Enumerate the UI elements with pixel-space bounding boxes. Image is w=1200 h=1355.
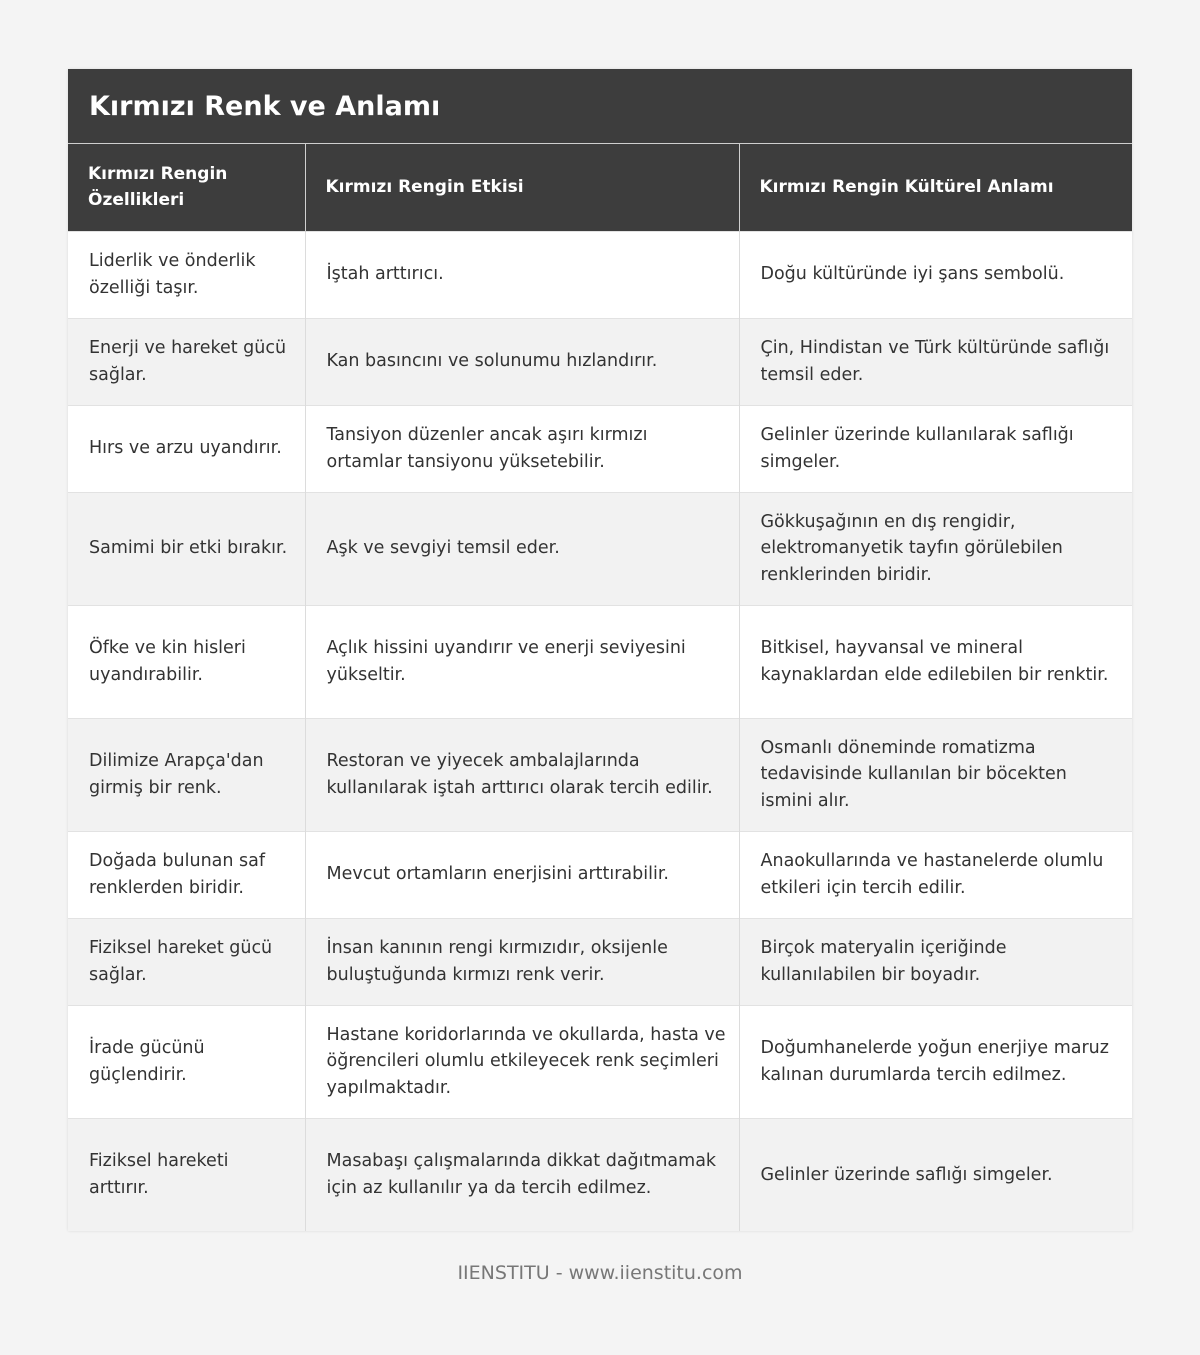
table-cell: Açlık hissini uyandırır ve enerji seviyesini yükseltir. xyxy=(305,605,739,718)
table-cell: Doğu kültüründe iyi şans sembolü. xyxy=(739,231,1132,318)
table-row xyxy=(68,918,1132,1005)
table-cell: Masabaşı çalışmalarında dikkat dağıtmamak için az kullanılır ya da tercih edilmez. xyxy=(305,1118,739,1231)
table-row xyxy=(68,231,1132,318)
table-cell: İnsan kanının rengi kırmızıdır, oksijenle buluştuğunda kırmızı renk verir. xyxy=(305,918,739,1005)
table-cell: Birçok materyalin içeriğinde kullanılabilen bir boyadır. xyxy=(739,918,1132,1005)
table-cell: Osmanlı döneminde romatizma tedavisinde kullanılan bir böcekten ismini alır. xyxy=(739,718,1132,831)
table-row xyxy=(68,1118,1132,1231)
table-cell: Gökkuşağının en dış rengidir, elektromanyetik tayfın görülebilen renklerinden biridir. xyxy=(739,492,1132,605)
table-cell: İştah arttırıcı. xyxy=(305,231,739,318)
table-row xyxy=(68,492,1132,605)
table-cell: Enerji ve hareket gücü sağlar. xyxy=(68,318,305,405)
table-row xyxy=(68,405,1132,492)
table-cell: Tansiyon düzenler ancak aşırı kırmızı ortamlar tansiyonu yüksetebilir. xyxy=(305,405,739,492)
table-cell: Öfke ve kin hisleri uyandırabilir. xyxy=(68,605,305,718)
table-cell: Hırs ve arzu uyandırır. xyxy=(68,405,305,492)
table-cell: Dilimize Arapça'dan girmiş bir renk. xyxy=(68,718,305,831)
table-row xyxy=(68,1005,1132,1118)
table-cell: Samimi bir etki bırakır. xyxy=(68,492,305,605)
table-cell: Restoran ve yiyecek ambalajlarında kullanılarak iştah arttırıcı olarak tercih edilir. xyxy=(305,718,739,831)
table-cell: Kan basıncını ve solunumu hızlandırır. xyxy=(305,318,739,405)
table-row xyxy=(68,831,1132,918)
table-cell: Gelinler üzerinde kullanılarak saflığı simgeler. xyxy=(739,405,1132,492)
header-row xyxy=(68,144,1132,231)
table-title: Kırmızı Renk ve Anlamı xyxy=(68,69,1132,144)
table-cell: Bitkisel, hayvansal ve mineral kaynaklardan elde edilebilen bir renktir. xyxy=(739,605,1132,718)
table-row xyxy=(68,318,1132,405)
table-cell: İrade gücünü güçlendirir. xyxy=(68,1005,305,1118)
table-row xyxy=(68,718,1132,831)
table-cell: Liderlik ve önderlik özelliği taşır. xyxy=(68,231,305,318)
table-cell: Gelinler üzerinde saflığı simgeler. xyxy=(739,1118,1132,1231)
table-cell: Doğada bulunan saf renklerden biridir. xyxy=(68,831,305,918)
column-header-kulturel-anlam: Kırmızı Rengin Kültürel Anlamı xyxy=(739,144,1132,231)
table-cell: Fiziksel hareketi arttırır. xyxy=(68,1118,305,1231)
table-cell: Aşk ve sevgiyi temsil eder. xyxy=(305,492,739,605)
table-row xyxy=(68,605,1132,718)
table-cell: Çin, Hindistan ve Türk kültüründe saflığı temsil eder. xyxy=(739,318,1132,405)
column-header-ozellikler: Kırmızı Rengin Özellikleri xyxy=(68,144,305,231)
color-meaning-table xyxy=(68,144,1132,1231)
table-cell: Doğumhanelerde yoğun enerjiye maruz kalınan durumlarda tercih edilmez. xyxy=(739,1005,1132,1118)
table-cell: Anaokullarında ve hastanelerde olumlu etkileri için tercih edilir. xyxy=(739,831,1132,918)
table-cell: Fiziksel hareket gücü sağlar. xyxy=(68,918,305,1005)
table-cell: Mevcut ortamların enerjisini arttırabilir. xyxy=(305,831,739,918)
table-card xyxy=(68,69,1132,1231)
column-header-etkisi: Kırmızı Rengin Etkisi xyxy=(305,144,739,231)
table-cell: Hastane koridorlarında ve okullarda, hasta ve öğrencileri olumlu etkileyecek renk seçimleri yapılmaktadır. xyxy=(305,1005,739,1118)
footer-credit: IIENSTITU - www.iienstitu.com xyxy=(457,1262,743,1284)
